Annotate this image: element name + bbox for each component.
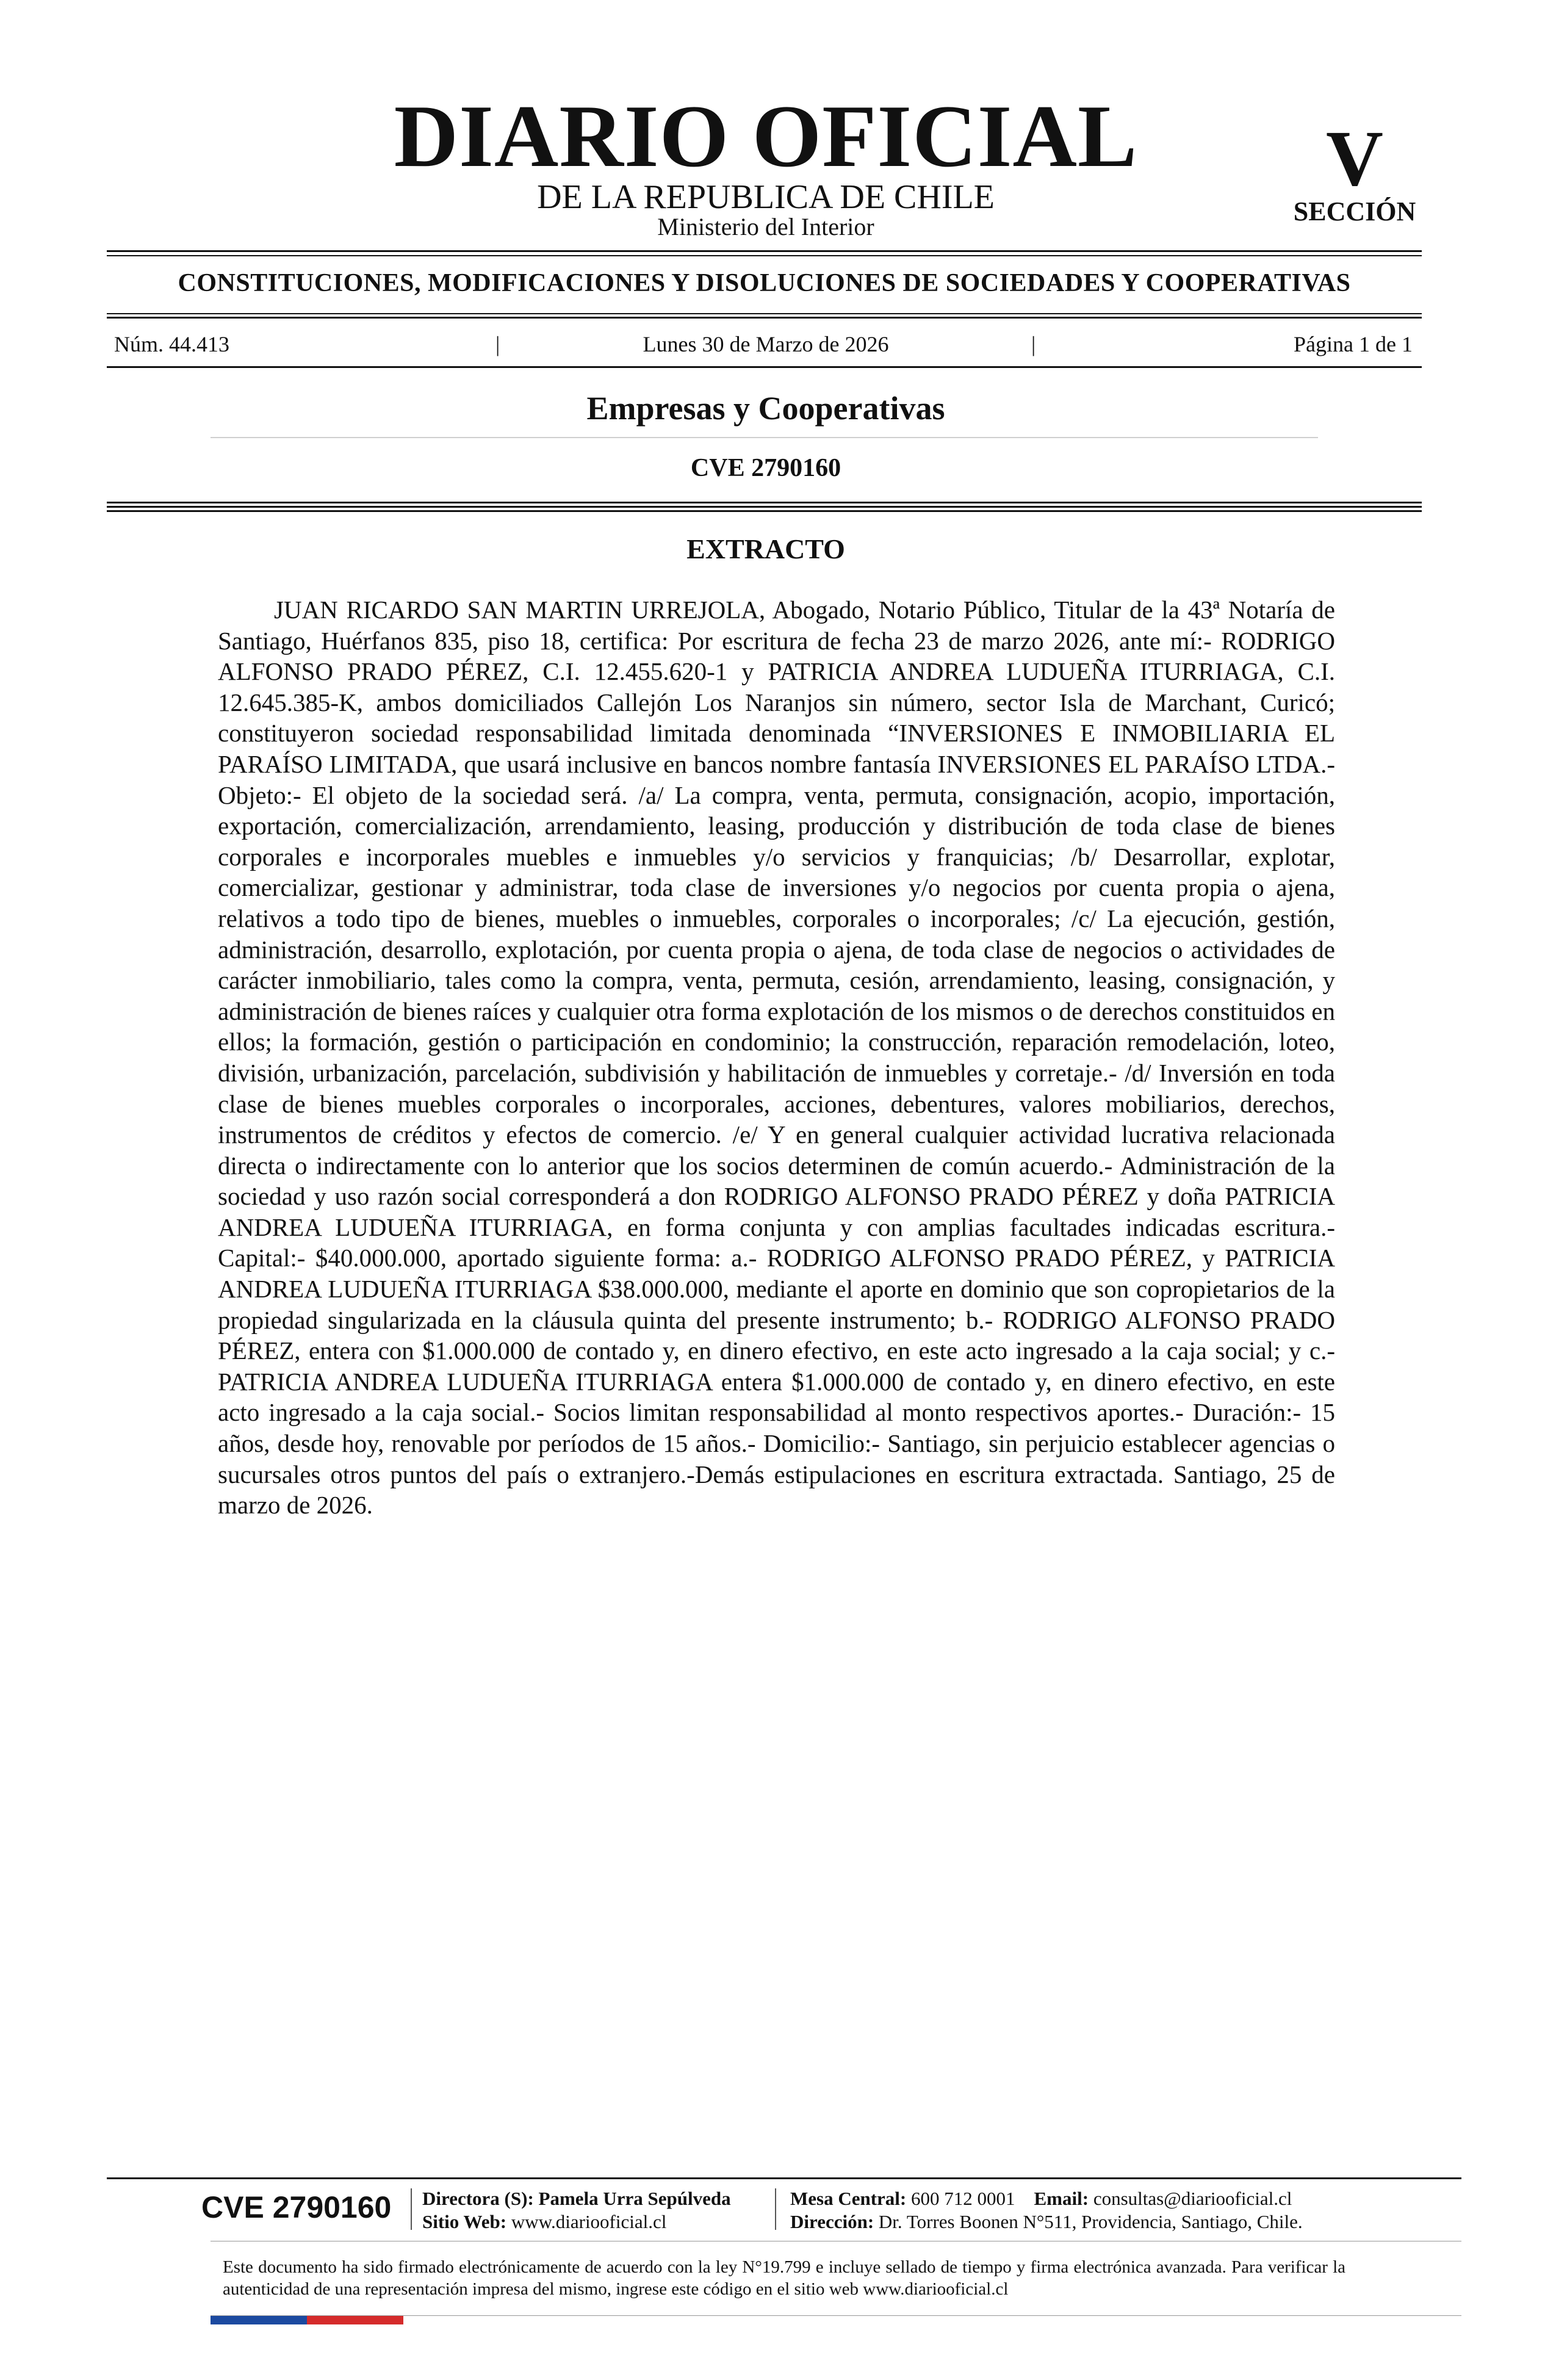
document-body: JUAN RICARDO SAN MARTIN URREJOLA, Abogado, Notario Público, Titular de la 43ª Notaría de Santiago, Huérfanos 835, piso 18, certifica: Por escritura de fecha 23 de marzo 2026, ante mí:- RODRIGO ALFONSO PRADO PÉREZ, C.I. 12.455.620-1 y PATRICIA ANDREA LUDUEÑA ITURRIAGA, C.I. 12.645.385-K, ambos domiciliados Callejón Los Naranjos sin número, sector Isla de Marchant, Curicó; constituyeron sociedad responsabilidad limitada denominada “INVERSIONES E INMOBILIARIA EL PARAÍSO LIMITADA, que usará inclusive en bancos nombre fantasía INVERSIONES EL PARAÍSO LTDA.- Objeto:- El objeto de la sociedad será. /a/ La compra, venta, permuta, consignación, acopio, importación, exportación, comercialización, arrendamiento, leasing, producción y distribución de toda clase de bienes corporales e incorporales muebles e inmuebles y/o servicios y franquicias; /b/ Desarrollar, explotar, comercializar, gestionar y administrar, toda clase de inversiones y/o negocios por cuenta propia o ajena, relativos a todo tipo de bienes, muebles o inmuebles, corporales o incorporales; /c/ La ejecución, gestión, administración, desarrollo, explotación, por cuenta propia o ajena, de toda clase de negocios o actividades de carácter inmobiliario, tales como la compra, venta, permuta, cesión, arrendamiento, leasing, consignación, y administración de bienes raíces y cualquier otra forma explotación de los mismos o de derechos constituidos en ellos; la formación, gestión o participación en condominio; la construcción, reparación remodelación, loteo, división, urbanización, parcelación, subdivisión y habilitación de inmuebles y corretaje.- /d/ Inversión en toda clase de bienes muebles corporales o incorporales, acciones, debentures, valores mobiliarios, derechos, instrumentos de créditos y efectos de comercio. /e/ Y en general cualquier actividad lucrativa relacionada directa o indirectamente con lo anterior que los socios determinen de común acuerdo.- Administración de la sociedad y uso razón social corresponderá a don RODRIGO ALFONSO PRADO PÉREZ y doña PATRICIA ANDREA LUDUEÑA ITURRIAGA, en forma conjunta y con amplias facultades indicadas escritura.- Capital:- $40.000.000, aportado siguiente forma: a.- RODRIGO ALFONSO PRADO PÉREZ, y PATRICIA ANDREA LUDUEÑA ITURRIAGA $38.000.000, mediante el aporte en dominio que son copropietarios de la propiedad singularizada en la cláusula quinta del presente instrumento; b.- RODRIGO ALFONSO PRADO PÉREZ, entera con $1.000.000 de contado y, en dinero efectivo, en este acto ingresado a la caja social; y c.- PATRICIA ANDREA LUDUEÑA ITURRIAGA entera $1.000.000 de contado y, en dinero efectivo, en este acto ingresado a la caja social.- Socios limitan responsabilidad al monto respectivos aportes.- Duración:- 15 años, desde hoy, renovable por períodos de 15 años.- Domicilio:- Santiago, sin perjuicio establecer agencias o sucursales otros puntos del país o extranjero.-Demás estipulaciones en escritura extractada. Santiago, 25 de marzo de 2026. [218,596,1335,1520]
header-rule-top [107,250,1422,252]
page-number: Página 1 de 1 [1294,332,1413,356]
footer-director [422,2187,731,2210]
email-link[interactable]: consultas@diariooficial.cl [1093,2188,1292,2209]
meta-separator-1: | [495,332,500,356]
footer-cve-code: CVE 2790160 [201,2190,392,2224]
newspaper-title: DIARIO OFICIAL [394,87,1138,186]
website-label: Sitio Web: [422,2211,507,2232]
section-letter: V [1326,115,1383,203]
section-banner: CONSTITUCIONES, MODIFICACIONES Y DISOLUCIONES DE SOCIEDADES Y COOPERATIVAS [178,269,1351,297]
section-label: SECCIÓN [1293,197,1416,226]
footer-disclaimer: Este documento ha sido firmado electrónicamente de acuerdo con la ley N°19.799 e incluye sellado de tiempo y firma electrónica avanzada. Para verificar la autenticidad de una representación impresa del mismo, ingrese este código en el sitio web www.diariooficial.cl [223,2257,1345,2299]
phone-label: Mesa Central: [790,2188,907,2209]
footer-rule [107,2177,1461,2179]
body-rule-1 [107,502,1422,503]
issue-date: Lunes 30 de Marzo de 2026 [643,332,889,356]
banner-rule [107,317,1422,319]
director-name: Pamela Urra Sepúlveda [538,2188,731,2209]
flag-stripe-blue [211,2316,307,2324]
banner-rule-thin [107,313,1422,314]
phone-number: 600 712 0001 [911,2188,1015,2209]
address-value: Dr. Torres Boonen N°511, Providencia, Santiago, Chile. [878,2211,1303,2232]
footer-separator-2 [775,2188,776,2230]
footer-address [790,2210,1303,2234]
newspaper-subtitle: DE LA REPUBLICA DE CHILE [537,178,995,216]
footer-separator-1 [411,2188,412,2230]
footer-contact [790,2187,1292,2210]
website-link[interactable]: www.diariooficial.cl [511,2211,667,2232]
email-label: Email: [1034,2188,1089,2209]
section-heading: Empresas y Cooperativas [586,390,945,427]
ministry-label: Ministerio del Interior [657,213,874,240]
flag-stripe-red [307,2316,403,2324]
heading-divider [211,437,1318,438]
document-title: EXTRACTO [686,533,845,564]
director-label: Directora (S): [422,2188,534,2209]
meta-rule [107,366,1422,368]
body-rule-2 [107,506,1422,508]
body-rule-3 [107,510,1422,512]
header-rule-top-thin [107,255,1422,256]
footer-website [422,2210,666,2234]
meta-separator-2: | [1031,332,1036,356]
cve-code: CVE 2790160 [690,454,841,482]
issue-number: Núm. 44.413 [114,332,229,356]
address-label: Dirección: [790,2211,874,2232]
